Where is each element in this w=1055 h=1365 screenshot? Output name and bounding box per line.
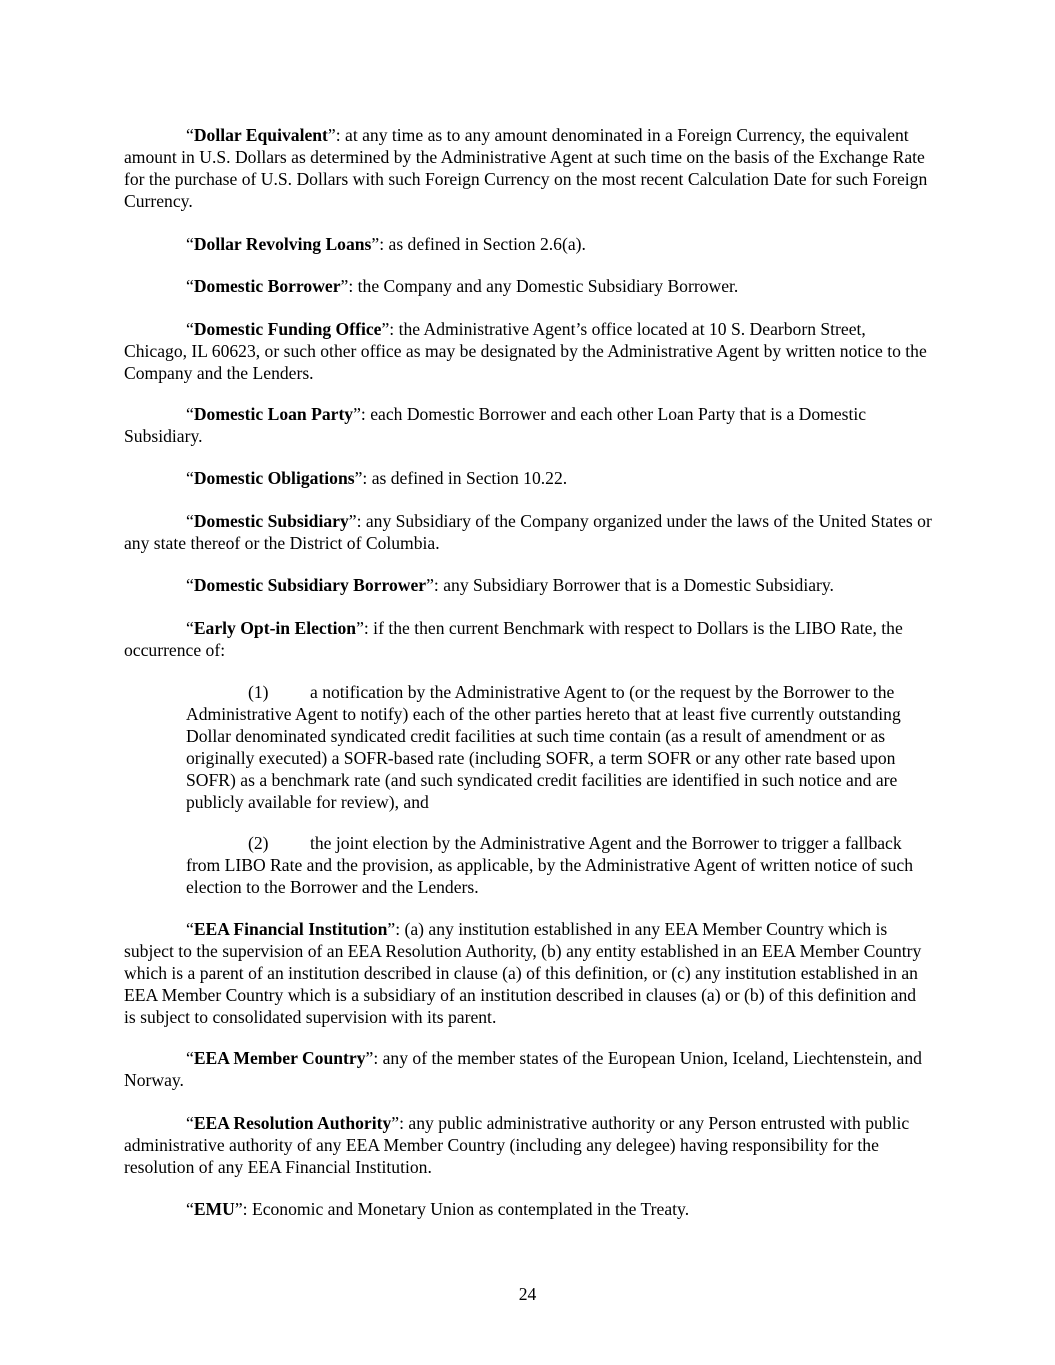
definition-eea-resolution-authority: “EEA Resolution Authority”: any public administrative authority or any Person entrusted with public administrative authority of any EEA Member Country (including any delegee) having responsibility for the resolution of any EEA Financial Institution. bbox=[124, 1113, 910, 1177]
definition-domestic-subsidiary: “Domestic Subsidiary”: any Subsidiary of the Company organized under the laws of the United States or any state thereof or the District of Columbia. bbox=[124, 511, 932, 553]
definition-text: : the Company and any Domestic Subsidiary Borrower. bbox=[348, 276, 739, 296]
definition-dollar-equivalent: “Dollar Equivalent”: at any time as to any amount denominated in a Foreign Currency, the equivalent amount in U.S. Dollars as determined by the Administrative Agent at such time on the basis of the Exchange Rate for the purchase of U.S. Dollars with such Foreign Currency on the most recent Calculation Date for such Foreign Currency. bbox=[124, 125, 928, 211]
definition-eea-financial-institution: “EEA Financial Institution”: (a) any institution established in any EEA Member Country which is subject to the supervision of an EEA Resolution Authority, (b) any entity established in an EEA Member Country which is a parent of an institution described in clause (a) of this definition, or (c) any institution established in an EEA Member Country which is a subsidiary of an institution described in clauses (a) or (b) of this definition and is subject to consolidated supervision with its parent. bbox=[124, 919, 922, 1027]
defined-term: Dollar Equivalent bbox=[193, 125, 328, 145]
clause-number: (1) bbox=[248, 682, 269, 702]
definition-text: : as defined in Section 2.6(a). bbox=[379, 234, 586, 254]
defined-term: Dollar Revolving Loans bbox=[193, 234, 372, 254]
clause-2 bbox=[186, 832, 932, 898]
defined-term: Early Opt-in Election bbox=[193, 618, 357, 638]
defined-term: Domestic Borrower bbox=[193, 276, 341, 296]
defined-term: Domestic Subsidiary bbox=[193, 511, 349, 531]
page-number: 24 bbox=[518, 1284, 537, 1304]
definition-text: : any of the member states of the European Union, Iceland, Liechtenstein, and Norway. bbox=[124, 1048, 922, 1090]
defined-term: Domestic Loan Party bbox=[193, 404, 354, 424]
definition-text: : any Subsidiary Borrower that is a Domestic Subsidiary. bbox=[433, 575, 834, 595]
definition-eea-member-country: “EEA Member Country”: any of the member states of the European Union, Iceland, Liechtenstein, and Norway. bbox=[124, 1048, 922, 1090]
clause-text: the joint election by the Administrative Agent and the Borrower to trigger a fallback from LIBO Rate and the provision, as applicable, by the Administrative Agent of written notice of such election to the Borrower and the Lenders. bbox=[186, 833, 914, 897]
definition-domestic-subsidiary-borrower: “Domestic Subsidiary Borrower”: any Subsidiary Borrower that is a Domestic Subsidiary. bbox=[186, 575, 834, 595]
definition-emu: “EMU”: Economic and Monetary Union as contemplated in the Treaty. bbox=[186, 1199, 690, 1219]
definition-text: : if the then current Benchmark with respect to Dollars is the LIBO Rate, the occurrence of: bbox=[124, 618, 903, 660]
definition-domestic-obligations: “Domestic Obligations”: as defined in Section 10.22. bbox=[186, 468, 568, 488]
clause-text: a notification by the Administrative Agent to (or the request by the Borrower to the Administrative Agent to notify) each of the other parties hereto that at least five currently outstanding Dollar denominated syndicated credit facilities at such time contain (as a result of amendment or as originally executed) a SOFR-based rate (including SOFR, a term SOFR or any other rate based upon SOFR) as a benchmark rate (and such syndicated credit facilities are identified in such notice and are publicly available for review), and bbox=[186, 682, 901, 812]
definition-domestic-funding-office: “Domestic Funding Office”: the Administrative Agent’s office located at 10 S. Dearborn Street, Chicago, IL 60623, or such other office as may be designated by the Administrative Agent by written notice to the Company and the Lenders. bbox=[124, 319, 927, 383]
defined-term: EEA Financial Institution bbox=[193, 919, 388, 939]
defined-term: Domestic Obligations bbox=[193, 468, 355, 488]
definition-early-opt-in-election: “Early Opt-in Election”: if the then current Benchmark with respect to Dollars is the LIBO Rate, the occurrence of: bbox=[124, 618, 903, 660]
defined-term: EMU bbox=[193, 1199, 235, 1219]
defined-term: Domestic Subsidiary Borrower bbox=[193, 575, 427, 595]
definition-dollar-revolving-loans: “Dollar Revolving Loans”: as defined in Section 2.6(a). bbox=[186, 234, 586, 254]
definition-text: : each Domestic Borrower and each other Loan Party that is a Domestic Subsidiary. bbox=[124, 404, 867, 446]
defined-term: Domestic Funding Office bbox=[193, 319, 382, 339]
definition-text: : at any time as to any amount denominated in a Foreign Currency, the equivalent amount in U.S. Dollars as determined by the Administrative Agent at such time on the basis of the Exchange Rate for the purchase of U.S. Dollars with such Foreign Currency on the most recent Calculation Date for such Foreign Currency. bbox=[124, 125, 928, 211]
definition-text: : any public administrative authority or any Person entrusted with public administrative authority of any EEA Member Country (including any delegee) having responsibility for the resolution of any EEA Financial Institution. bbox=[124, 1113, 910, 1177]
definition-domestic-loan-party: “Domestic Loan Party”: each Domestic Borrower and each other Loan Party that is a Domestic Subsidiary. bbox=[124, 404, 867, 446]
defined-term: EEA Member Country bbox=[193, 1048, 366, 1068]
clause-1 bbox=[186, 681, 932, 813]
definition-text: : Economic and Monetary Union as contemplated in the Treaty. bbox=[242, 1199, 690, 1219]
definition-text: : any Subsidiary of the Company organized under the laws of the United States or any state thereof or the District of Columbia. bbox=[124, 511, 932, 553]
definition-text: : (a) any institution established in any EEA Member Country which is subject to the supervision of an EEA Resolution Authority, (b) any entity established in an EEA Member Country which is a parent of an institution described in clause (a) of this definition, or (c) any institution established in an EEA Member Country which is a subsidiary of an institution described in clauses (a) or (b) of this definition and is subject to consolidated supervision with its parent. bbox=[124, 919, 922, 1027]
defined-term: EEA Resolution Authority bbox=[193, 1113, 392, 1133]
definition-text: : the Administrative Agent’s office located at 10 S. Dearborn Street, Chicago, IL 60623, or such other office as may be designated by the Administrative Agent by written notice to the Company and the Lenders. bbox=[124, 319, 927, 383]
definition-text: : as defined in Section 10.22. bbox=[362, 468, 568, 488]
clause-number: (2) bbox=[248, 833, 269, 853]
definition-domestic-borrower: “Domestic Borrower”: the Company and any Domestic Subsidiary Borrower. bbox=[186, 276, 739, 296]
